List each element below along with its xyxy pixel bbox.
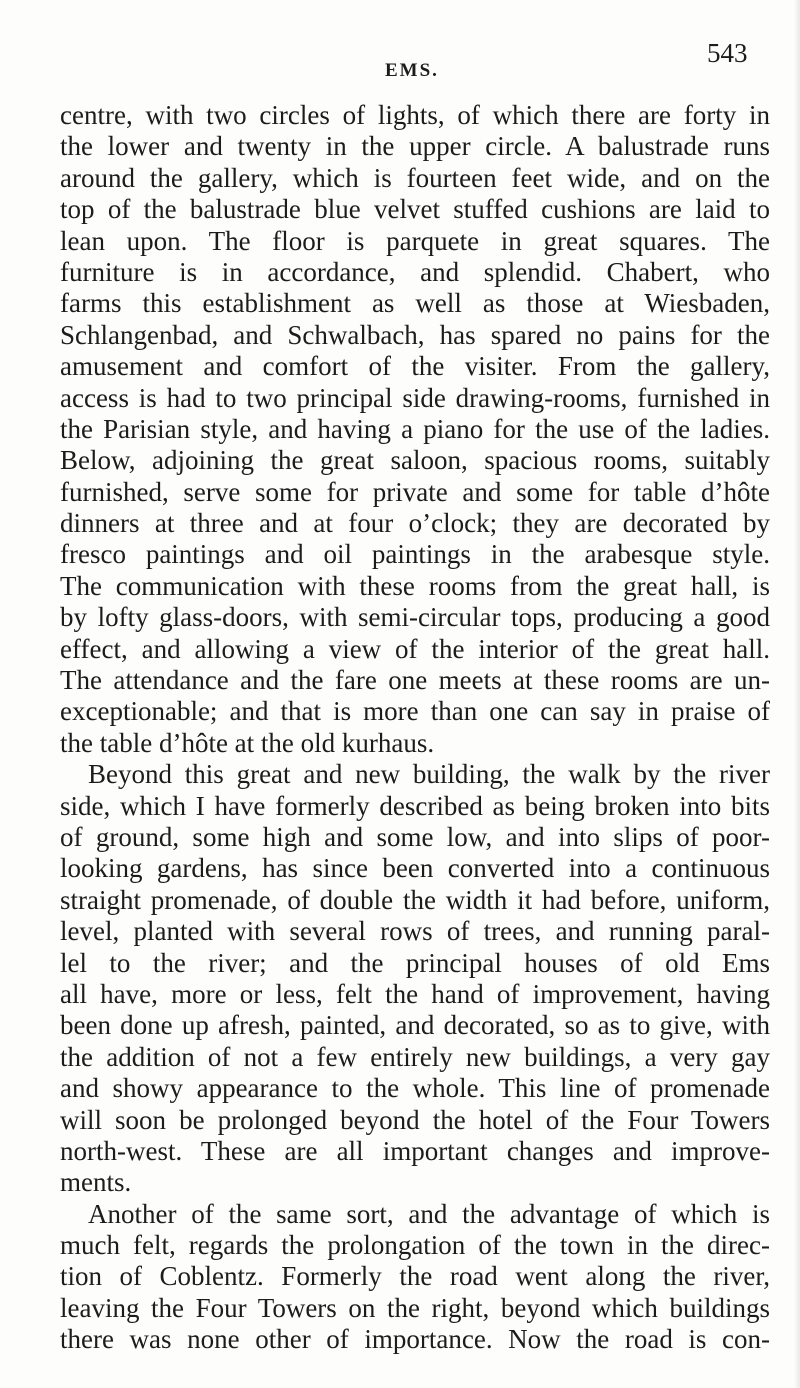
paragraph-end-line: the table d’hôte at the old kurhaus.	[60, 727, 435, 758]
paragraph-end-line: ments.	[60, 1167, 132, 1198]
text-line: there was none other of importance. Now the road is con-	[60, 1324, 770, 1355]
text-line: the Parisian style, and having a piano for the use of the ladies.	[60, 413, 770, 444]
text-line: the lower and twenty in the upper circle. A balustrade runs	[60, 131, 770, 162]
paragraph-start-line: Beyond this great and new building, the walk by the river	[88, 759, 770, 790]
text-line: furnished, serve some for private and some for table d’hôte	[60, 476, 770, 507]
paragraph-start-line: Another of the same sort, and the advantage of which is	[88, 1198, 770, 1229]
text-line: been done up afresh, painted, and decorated, so as to give, with	[60, 1010, 770, 1041]
body-text	[60, 100, 770, 1356]
text-line: straight promenade, of double the width it had before, uniform,	[60, 884, 770, 915]
text-line: centre, with two circles of lights, of which there are forty in	[60, 100, 770, 130]
text-line: north-west. These are all important changes and improve-	[60, 1135, 770, 1166]
text-line: effect, and allowing a view of the interior of the great hall.	[60, 633, 770, 664]
text-line: top of the balustrade blue velvet stuffed cushions are laid to	[60, 194, 770, 225]
text-line: and showy appearance to the whole. This line of promenade	[60, 1073, 770, 1104]
page-number: 543	[707, 38, 748, 68]
text-line: dinners at three and at four o’clock; they are decorated by	[60, 508, 770, 539]
text-line: fresco paintings and oil paintings in the arabesque style.	[60, 539, 770, 570]
text-line: tion of Coblentz. Formerly the road went along the river,	[60, 1261, 770, 1292]
text-line: looking gardens, has since been converted into a continuous	[60, 853, 770, 884]
text-line: amusement and comfort of the visiter. From the gallery,	[60, 351, 770, 382]
text-line: farms this establishment as well as those at Wiesbaden,	[60, 288, 770, 319]
text-line: level, planted with several rows of trees, and running paral-	[60, 916, 770, 947]
text-line: Schlangenbad, and Schwalbach, has spared no pains for the	[60, 319, 770, 350]
text-line: furniture is in accordance, and splendid. Chabert, who	[60, 256, 770, 287]
text-line: Below, adjoining the great saloon, spacious rooms, suitably	[60, 445, 770, 476]
text-line: lel to the river; and the principal houses of old Ems	[60, 947, 770, 978]
text-line: leaving the Four Towers on the right, beyond which buildings	[60, 1292, 770, 1323]
text-line: exceptionable; and that is more than one can say in praise of	[60, 696, 770, 727]
text-line: lean upon. The floor is parquete in great squares. The	[60, 225, 770, 256]
text-line: around the gallery, which is fourteen feet wide, and on the	[60, 162, 770, 193]
text-line: access is had to two principal side drawing-rooms, furnished in	[60, 382, 770, 413]
running-head: EMS.	[385, 60, 439, 81]
page-edge-shadow	[794, 0, 800, 1388]
text-line: by lofty glass-doors, with semi-circular tops, producing a good	[60, 602, 770, 633]
text-line: much felt, regards the prolongation of the town in the direc-	[60, 1230, 770, 1261]
text-line: side, which I have formerly described as being broken into bits	[60, 790, 770, 821]
text-line: The attendance and the fare one meets at these rooms are un-	[60, 665, 770, 696]
text-line: The communication with these rooms from the great hall, is	[60, 570, 770, 601]
text-line: the addition of not a few entirely new buildings, a very gay	[60, 1041, 770, 1072]
text-line: will soon be prolonged beyond the hotel of the Four Towers	[60, 1104, 770, 1135]
text-line: of ground, some high and some low, and into slips of poor-	[60, 821, 770, 852]
text-line: all have, more or less, felt the hand of improvement, having	[60, 978, 770, 1009]
